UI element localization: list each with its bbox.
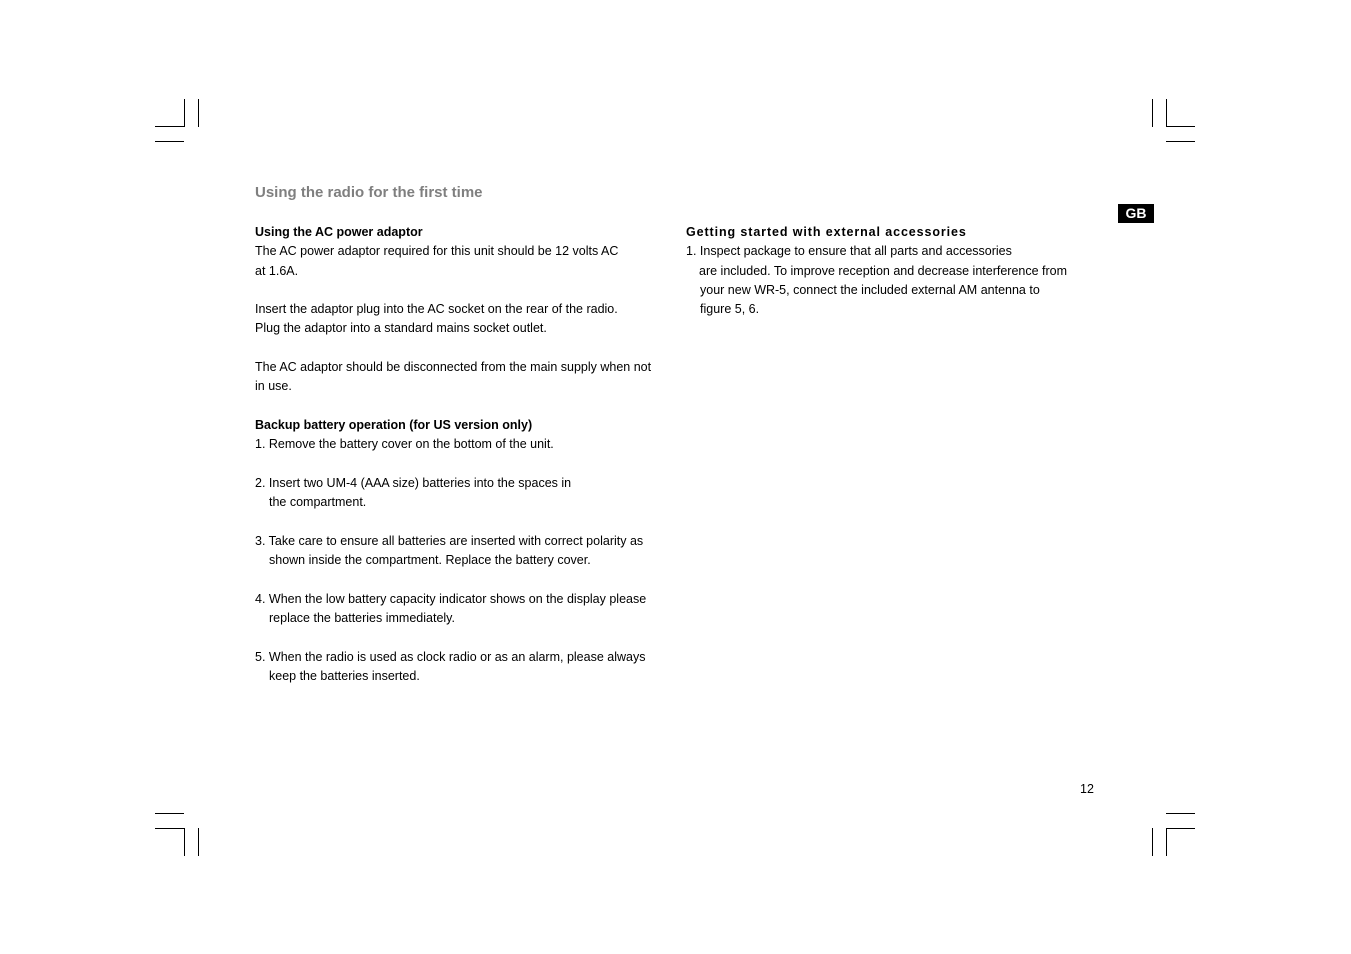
section-title: Using the radio for the first time	[255, 184, 483, 201]
crop-mark	[198, 99, 199, 127]
accessories-heading: Getting started with external accessories	[686, 225, 967, 239]
crop-mark	[184, 828, 185, 856]
crop-mark	[1152, 99, 1153, 127]
battery-heading: Backup battery operation (for US version only)	[255, 417, 533, 432]
crop-mark	[1166, 828, 1167, 856]
battery-step-5-cont: keep the batteries inserted.	[269, 668, 420, 683]
accessories-step-1: 1. Inspect package to ensure that all parts and accessories	[686, 244, 1012, 259]
accessories-step-1-cont: your new WR-5, connect the included external AM antenna to	[700, 282, 1040, 297]
battery-step-5: 5. When the radio is used as clock radio or as an alarm, please always	[255, 649, 646, 664]
crop-mark	[1152, 828, 1153, 856]
ac-adaptor-heading: Using the AC power adaptor	[255, 225, 423, 239]
crop-mark	[1166, 141, 1195, 142]
right-column	[686, 223, 1106, 319]
page-number: 12	[1080, 782, 1094, 796]
language-badge: GB	[1118, 204, 1154, 223]
battery-step-3: 3. Take care to ensure all batteries are inserted with correct polarity as	[255, 533, 644, 548]
accessories-step-1-cont: figure 5, 6.	[700, 302, 760, 317]
battery-step-2-cont: the compartment.	[269, 495, 367, 510]
left-column	[255, 223, 675, 686]
crop-mark	[1166, 99, 1167, 127]
crop-mark	[198, 828, 199, 856]
battery-step-3-cont: shown inside the compartment. Replace the battery cover.	[269, 553, 591, 568]
paragraph-line: in use.	[255, 379, 292, 394]
paragraph-line: Insert the adaptor plug into the AC socket on the rear of the radio.	[255, 302, 618, 317]
paragraph-line: at 1.6A.	[255, 263, 299, 278]
battery-step-4: 4. When the low battery capacity indicator shows on the display please	[255, 591, 647, 606]
crop-mark	[184, 99, 185, 127]
crop-mark	[155, 813, 184, 814]
crop-mark	[155, 828, 184, 829]
crop-mark	[1166, 126, 1195, 127]
paragraph-line: The AC adaptor should be disconnected from the main supply when not	[255, 360, 652, 375]
battery-step-2: 2. Insert two UM-4 (AAA size) batteries into the spaces in	[255, 475, 572, 490]
crop-mark	[155, 126, 184, 127]
battery-step-1: 1. Remove the battery cover on the bottom of the unit.	[255, 437, 554, 452]
crop-mark	[155, 141, 184, 142]
accessories-step-1-cont: are included. To improve reception and decrease interference from	[699, 263, 1068, 278]
crop-mark	[1166, 828, 1195, 829]
crop-mark	[1166, 813, 1195, 814]
paragraph-line: Plug the adaptor into a standard mains socket outlet.	[255, 321, 547, 336]
paragraph-line: The AC power adaptor required for this unit should be 12 volts AC	[255, 244, 619, 259]
battery-step-4-cont: replace the batteries immediately.	[269, 610, 455, 625]
